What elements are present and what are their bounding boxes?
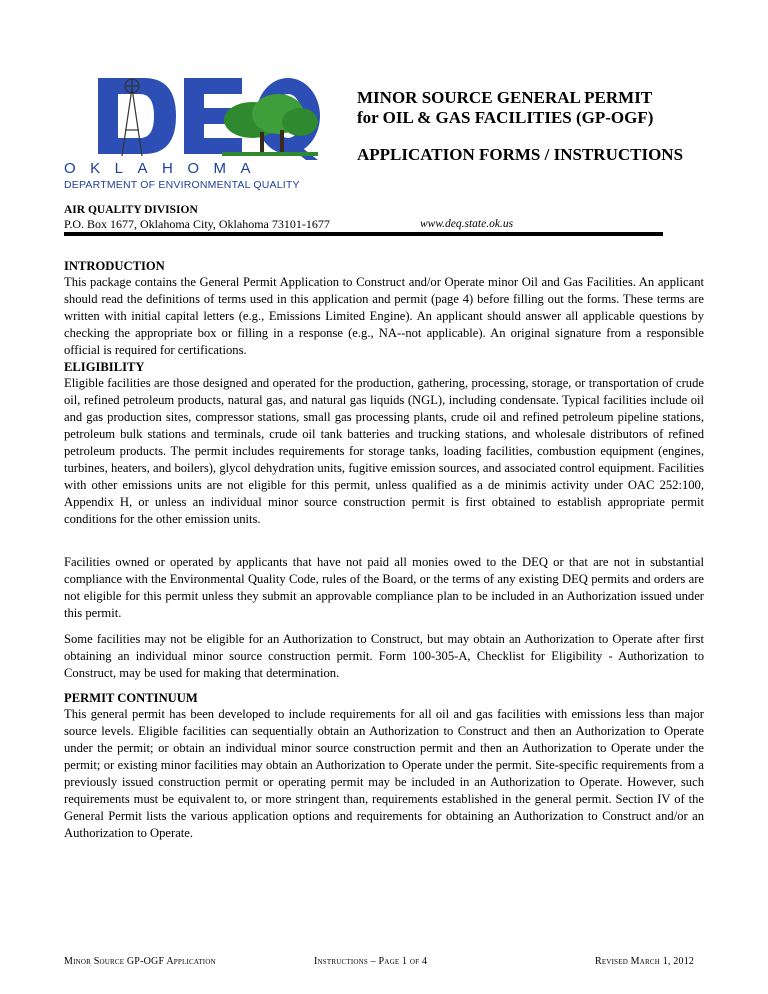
introduction-text: This package contains the General Permit Application to Construct and/or Operate minor Oil and Gas Facilities. An applicant should read the definitions of terms used in this application and permit (page 4) before filling out the forms. These terms are written with initial capital letters (e.g., Emissions Limited Engine). An applicant should answer all applicable questions by checking the appropriate box or filling in a response (e.g., NA--not applicable). An original signature from a responsible official is required for certifications. xyxy=(64,275,704,357)
mailing-address: P.O. Box 1677, Oklahoma City, Oklahoma 73101-1677 xyxy=(64,217,330,231)
logo-department-name: DEPARTMENT OF ENVIRONMENTAL QUALITY xyxy=(64,179,300,191)
logo-state-name: OKLAHOMA xyxy=(64,160,266,177)
permit-continuum-section xyxy=(64,690,704,842)
eligibility-section xyxy=(64,359,704,528)
introduction-heading: INTRODUCTION xyxy=(64,259,165,273)
document-title xyxy=(357,88,653,128)
eligibility-authorization-text: Some facilities may not be eligible for an Authorization to Construct, but may obtain an Authorization to Operate after first obtaining an individual minor source construction permit. Form 100-305-A, Checklist for Eligibility - Authorization to Construct, may be used for making that determination. xyxy=(64,632,704,680)
footer-revision-date: Revised March 1, 2012 xyxy=(595,956,695,967)
eligibility-compliance-text: Facilities owned or operated by applicants that have not paid all monies owed to the DEQ or that are not in substantial compliance with the Environmental Quality Code, rules of the Board, or the terms of any existing DEQ permits and orders are not eligible for this permit unless they submit an approvable compliance plan to be included in an Authorization issued under this permit. xyxy=(64,555,704,620)
footer-document-name: Minor Source GP-OGF Application xyxy=(64,956,216,967)
deq-logo-graphic xyxy=(92,70,322,162)
title-line-1: MINOR SOURCE GENERAL PERMIT xyxy=(357,88,653,107)
eligibility-paragraph-2 xyxy=(64,554,704,622)
eligibility-paragraph-3 xyxy=(64,631,704,682)
permit-continuum-text: This general permit has been developed to include requirements for all oil and gas facilities with emissions less than major source levels. Eligible facilities can sequentially obtain an Authorization to Construct and then an Authorization to Operate under the permit; or obtain an individual minor source construction permit and then an Authorization to Operate under the permit; or existing minor facilities may obtain an Authorization to Operate under the permit. Site-specific requirements from a previously issued construction permit or operating permit may be included in an Authorization to Operate. However, such requirements must be equivalent to, or more stringent than, requirements established in the general permit. Section IV of the General Permit lists the various application options and requirements for obtaining an Authorization to Construct and/or an Authorization to Operate. xyxy=(64,707,704,840)
eligibility-text: Eligible facilities are those designed and operated for the production, gathering, processing, storage, or transportation of crude oil, refined petroleum products, natural gas, and natural gas liquids (NGL), including condensate. Typical facilities include oil and gas production sites, compressor stations, small gas processing plants, crude oil and refined petroleum pipeline stations, petroleum bulk stations and terminals, crude oil tank batteries and trucking stations, and wholesale distributors of refined petroleum products. The permit includes requirements for storage tanks, loading facilities, combustion equipment (engines, turbines, heaters, and boilers), glycol dehydration units, fugitive emission sources, and associated control equipment. Facilities with other emissions units are not eligible for this permit, unless qualified as a de minimis activity under OAC 252:100, Appendix H, or unless an individual minor source construction permit is first obtained to establish appropriate permit conditions for the other emission units. xyxy=(64,376,704,526)
title-line-2: for OIL & GAS FACILITIES (GP-OGF) xyxy=(357,108,654,127)
document-subtitle: APPLICATION FORMS / INSTRUCTIONS xyxy=(357,145,684,164)
eligibility-heading: ELIGIBILITY xyxy=(64,360,145,374)
footer-page-number: Instructions – Page 1 of 4 xyxy=(314,956,428,967)
introduction-section xyxy=(64,258,704,359)
header-divider xyxy=(64,232,663,236)
permit-continuum-heading: PERMIT CONTINUUM xyxy=(64,691,198,705)
division-name: AIR QUALITY DIVISION xyxy=(64,204,198,216)
website-url: www.deq.state.ok.us xyxy=(420,218,514,230)
